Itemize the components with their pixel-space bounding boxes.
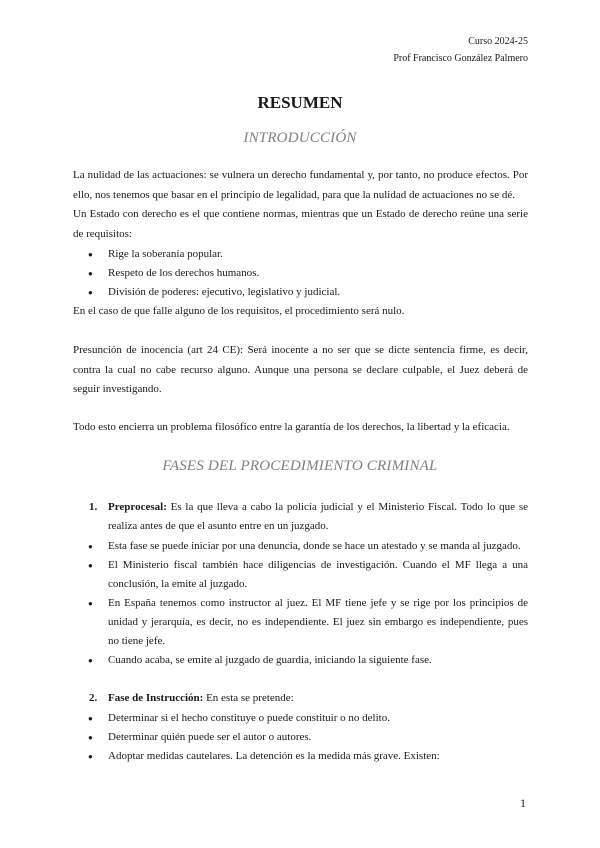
phase-1-item xyxy=(73,498,528,536)
list-item: ● En España tenemos como instructor al juez. El MF tiene jefe y se rige por los principios de unidad y jerarquía, es decir, no es independiente. El juez sin embargo es independiente, pues no tiene jefe. xyxy=(73,594,528,651)
list-item: ● Rige la soberanía popular. xyxy=(73,245,340,264)
list-item: ● Determinar si el hecho constituye o puede constituir o no delito. xyxy=(73,709,528,728)
phase-1-list xyxy=(73,498,528,536)
phase-1-label: Preprocesal: xyxy=(108,501,167,513)
list-item: ● Determinar quién puede ser el autor o autores. xyxy=(73,728,528,747)
phase-1-text: Es la que lleva a cabo la policía judicial y el Ministerio Fiscal. Todo lo que se realiza antes de que el asunto entre en un juzgado. xyxy=(108,501,528,532)
list-item: ● Respeto de los derechos humanos. xyxy=(73,264,340,283)
list-item: ● Cuando acaba, se emite al juzgado de guardia, iniciando la siguiente fase. xyxy=(73,651,528,670)
document-title: RESUMEN xyxy=(257,93,343,112)
list-item: ● Adoptar medidas cautelares. La detención es la medida más grave. Existen: xyxy=(73,747,528,766)
phase-2-number: 2. xyxy=(89,692,98,704)
list-item: ● El Ministerio fiscal también hace diligencias de investigación. Cuando el MF llega a una conclusión, la emite al juzgado. xyxy=(73,556,528,594)
section-heading-introduction: INTRODUCCIÓN xyxy=(243,130,357,146)
paragraph-presumption-innocence: Presunción de inocencia (art 24 CE): Será inocente a no ser que se dicte sentencia firme, es decir, contra la cual no cabe recurso alguno. Aunque una persona se declare culpable, el Juez deberá de seguir investigando. xyxy=(73,344,528,395)
phase-2-item xyxy=(73,689,528,708)
paragraph-nullity: La nulidad de las actuaciones: se vulnera un derecho fundamental y, por tanto, no produce efectos. Por ello, nos tenemos que basar en el principio de legalidad, para que la nulidad de actuaciones no se dé. xyxy=(73,169,528,201)
professor-name: Prof Francisco González Palmero xyxy=(393,53,528,64)
course-year: Curso 2024-25 xyxy=(468,36,528,47)
page-number: 1 xyxy=(520,796,526,810)
section-heading-phases: FASES DEL PROCEDIMIENTO CRIMINAL xyxy=(162,458,438,474)
requirements-list xyxy=(73,245,340,302)
page-header xyxy=(393,33,528,67)
list-item: ● División de poderes: ejecutivo, legislativo y judicial. xyxy=(73,283,340,302)
paragraph-philosophical-problem: Todo esto encierra un problema filosófico entre la garantía de los derechos, la libertad y la eficacia. xyxy=(73,421,510,433)
phase-2-list xyxy=(73,689,528,708)
paragraph-rule-of-law: Un Estado con derecho es el que contiene normas, mientras que un Estado de derecho reúne una serie de requisitos: xyxy=(73,208,528,240)
phase-1-number: 1. xyxy=(89,501,98,513)
paragraph-null-procedure: En el caso de que falle alguno de los requisitos, el procedimiento será nulo. xyxy=(73,305,405,317)
phase-2-text: En esta se pretende: xyxy=(203,692,294,704)
phase-2-label: Fase de Instrucción: xyxy=(108,692,204,704)
phase-2-points xyxy=(73,709,528,766)
list-item: ● Esta fase se puede iniciar por una denuncia, donde se hace un atestado y se manda al juzgado. xyxy=(73,537,528,556)
phase-1-points xyxy=(73,537,528,670)
